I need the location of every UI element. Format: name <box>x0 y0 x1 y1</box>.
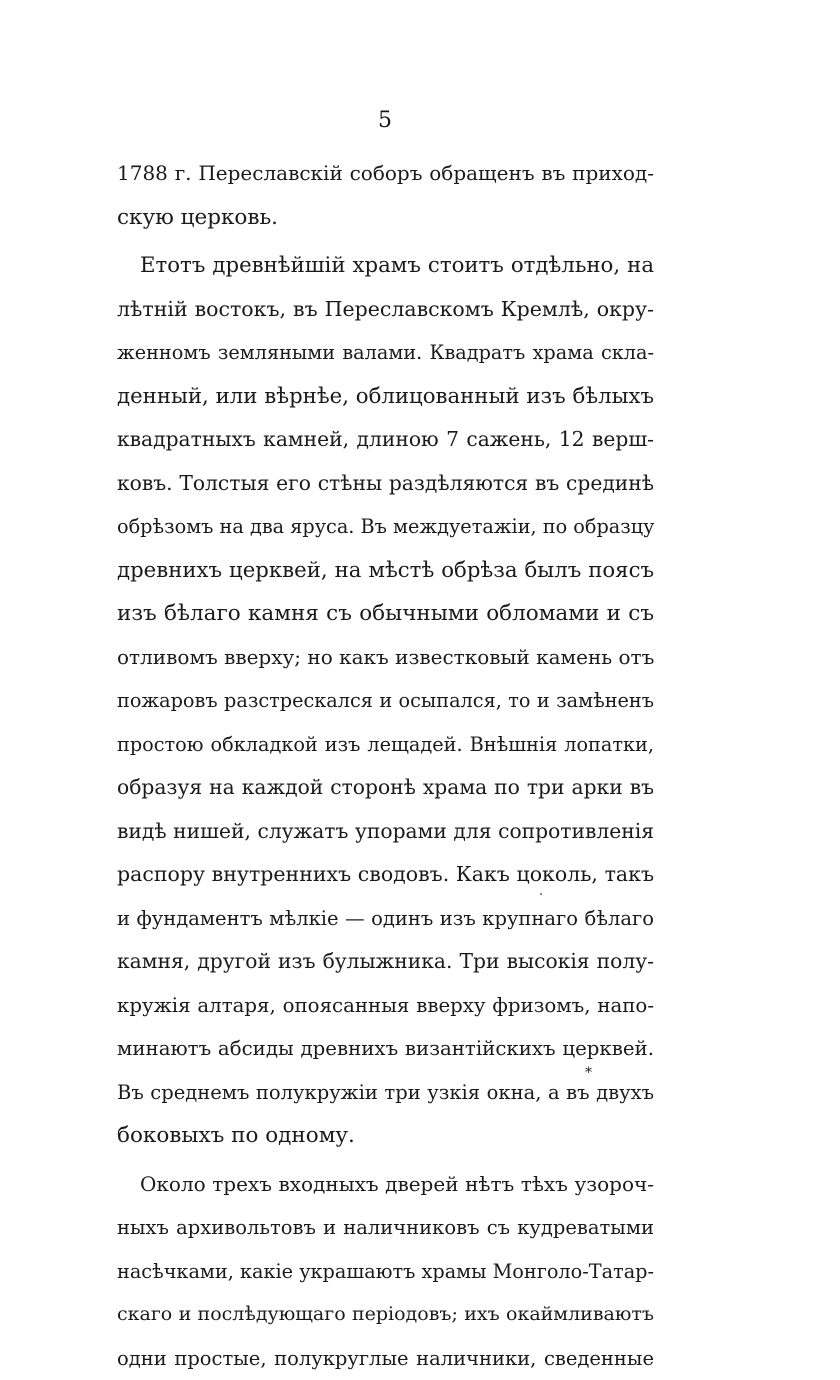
text-line: кружія алтаря, опоясанныя вверху фризомъ, напо- <box>117 984 654 1028</box>
text-line: лѣтній востокъ, въ Переславскомъ Кремлѣ, окру- <box>117 288 654 332</box>
text-line: и фундаментъ мѣлкіе — одинъ изъ крупнаго бѣлаго <box>117 897 654 941</box>
text-line: минаютъ абсиды древнихъ византійскихъ церквей. <box>117 1027 654 1071</box>
text-line: насѣчками, какіе украшаютъ храмы Монголо-Татар- <box>117 1250 654 1294</box>
text-line: квадратныхъ камней, длиною 7 сажень, 12 верш- <box>117 418 654 462</box>
text-line: денный, или вѣрнѣе, облицованный изъ бѣлыхъ <box>117 375 654 419</box>
text-line: простою обкладкой изъ лещадей. Внѣшнія лопатки, <box>117 723 654 767</box>
signature-mark: * <box>585 1066 592 1080</box>
text-line: отливомъ вверху; но какъ известковый камень отъ <box>117 636 654 680</box>
text-line: скую церковь. <box>117 196 654 240</box>
text-line: изъ бѣлаго камня съ обычными обломами и съ <box>117 592 654 636</box>
text-line: видѣ нишей, служатъ упорами для сопротивленія <box>117 810 654 854</box>
text-line: боковыхъ по одному. <box>117 1114 654 1158</box>
page-number: 5 <box>0 106 770 136</box>
text-line: 1788 г. Переславскій соборъ обращенъ въ приход- <box>117 152 654 196</box>
text-line: ковъ. Толстыя его стѣны раздѣляются въ срединѣ <box>117 462 654 506</box>
text-line: Етотъ древнѣйшій храмъ стоитъ отдѣльно, на <box>117 244 654 288</box>
text-line: обрѣзомъ на два яруса. Въ междуетажіи, по образцу <box>117 505 654 549</box>
text-line: распору внутреннихъ сводовъ. Какъ цоколь, такъ <box>117 853 654 897</box>
print-speck <box>540 893 542 895</box>
text-line: одни простые, полукруглые наличники, сведенные <box>117 1337 654 1380</box>
text-line: женномъ земляными валами. Квадратъ храма скла- <box>117 331 654 375</box>
text-line: Около трехъ входныхъ дверей нѣтъ тѣхъ узороч- <box>117 1163 654 1207</box>
text-line: образуя на каждой сторонѣ храма по три арки въ <box>117 766 654 810</box>
text-line: пожаровъ разстрескался и осыпался, то и замѣненъ <box>117 679 654 723</box>
text-line: камня, другой изъ булыжника. Три высокія полу- <box>117 940 654 984</box>
text-line: Въ среднемъ полукружіи три узкія окна, а въ двухъ <box>117 1071 654 1115</box>
body-text <box>117 152 654 1380</box>
text-line: скаго и послѣдующаго періодовъ; ихъ окаймливаютъ <box>117 1293 654 1337</box>
text-line: ныхъ архивольтовъ и наличниковъ съ кудреватыми <box>117 1206 654 1250</box>
text-line: древнихъ церквей, на мѣстѣ обрѣза былъ поясъ <box>117 549 654 593</box>
